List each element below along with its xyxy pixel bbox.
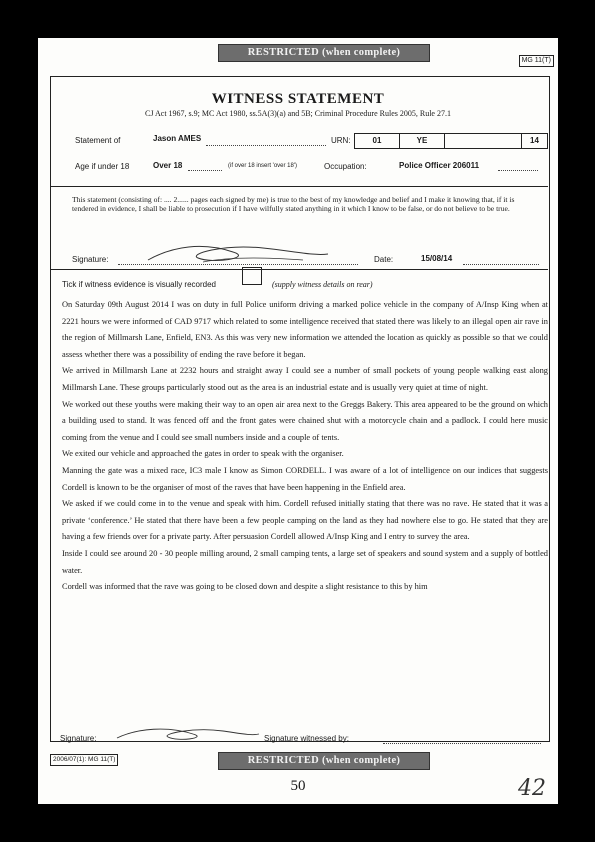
urn-label: URN: bbox=[331, 136, 351, 145]
urn-box-2: YE bbox=[399, 133, 445, 149]
urn-box-1: 01 bbox=[354, 133, 400, 149]
date-dots bbox=[463, 264, 539, 265]
page-number: 50 bbox=[290, 778, 306, 794]
legal-reference: CJ Act 1967, s.9; MC Act 1980, ss.5A(3)(a) and 5B; Criminal Procedure Rules 2005, Rule 27.1 bbox=[145, 109, 451, 118]
visual-record-label: Tick if witness evidence is visually recorded bbox=[62, 280, 216, 289]
divider-signature bbox=[50, 269, 548, 270]
statement-paragraph: Cordell was informed that the rave was going to be closed down and despite a slight resistance to this by him bbox=[62, 582, 428, 592]
signature-label: Signature: bbox=[72, 255, 109, 264]
form-code-bottom: 2006/07(1): MG 11(T) bbox=[50, 754, 118, 766]
statement-of-dots bbox=[206, 145, 326, 146]
restricted-banner-bottom: RESTRICTED (when complete) bbox=[218, 752, 430, 770]
urn-box-3 bbox=[444, 133, 522, 149]
statement-body bbox=[62, 297, 548, 596]
statement-of-value: Jason AMES bbox=[153, 134, 202, 143]
restricted-banner-top: RESTRICTED (when complete) bbox=[218, 44, 430, 62]
statement-paragraph: Inside I could see around 20 - 30 people milling around, 2 small camping tents, a large set of speakers and sound system and a supply of bottled water. bbox=[62, 548, 548, 575]
date-value: 15/08/14 bbox=[421, 254, 453, 263]
signature-scrawl-icon bbox=[143, 238, 333, 268]
footer-signature-scrawl-icon bbox=[113, 722, 263, 744]
statement-paragraph: We worked out these youths were making their way to an open air area next to the Greggs Bakery. This area appeared to be the ground on which a building used to stand. It was fenced off and the front gates were chained shut with a motorcycle chain and a padlock. I could here music coming from the venue and I could see small numbers inside and a couple of tents. bbox=[62, 399, 548, 442]
age-label: Age if under 18 bbox=[75, 162, 130, 171]
witnessed-by-label: Signature witnessed by: bbox=[264, 734, 349, 743]
age-value: Over 18 bbox=[153, 161, 183, 170]
statement-paragraph: We exited our vehicle and approached the gates in order to speak with the organiser. bbox=[62, 449, 344, 459]
age-dots bbox=[188, 170, 222, 171]
occupation-value: Police Officer 206011 bbox=[399, 161, 480, 170]
divider-details bbox=[50, 186, 548, 187]
statement-paragraph: We arrived in Millmarsh Lane at 2232 hours and straight away I could see a number of small pockets of young people walking east along Millmarsh Lane. These groups particularly stood out as the area is an industrial estate and is usually very quiet at time of night. bbox=[62, 366, 548, 392]
statement-paragraph: On Saturday 09th August 2014 I was on duty in full Police uniform driving a marked police vehicle in the company of A/Insp King when at 2221 hours we were informed of CAD 9717 which related to some intelligence received that stated there was likely to an illegal open air rave in the region of Millmarsh Lane, Enfield, EN3. As this was very new information we attended the location as quickly as possible so that we could assess whether there was a possibility of ending the rave before it began. bbox=[62, 300, 548, 359]
urn-box-4: 14 bbox=[521, 133, 548, 149]
occupation-dots bbox=[498, 170, 538, 171]
document-title: WITNESS STATEMENT bbox=[211, 91, 385, 107]
statement-of-label: Statement of bbox=[75, 136, 121, 145]
declaration-text: This statement (consisting of: .... 2...... pages each signed by me) is true to the best of my knowledge and belief and I make it knowing that, if it is tendered in evidence, I shall be liable to prosecution if I have wilfully stated anything in it which I know to be false, or do not believe to be true. bbox=[72, 195, 515, 213]
statement-page bbox=[38, 38, 558, 804]
visual-record-checkbox[interactable] bbox=[242, 267, 262, 285]
handwritten-folio-number: 42 bbox=[518, 776, 546, 801]
footer-signature-label: Signature: bbox=[60, 734, 97, 743]
statement-paragraph: Manning the gate was a mixed race, IC3 male I know as Simon CORDELL. I was aware of a lot of intelligence on our indices that suggests Cordell is known to be the organiser of most of the raves that have been happening in the Enfield area. bbox=[62, 465, 548, 492]
occupation-label: Occupation: bbox=[324, 162, 367, 171]
date-label: Date: bbox=[374, 255, 394, 264]
visual-record-hint: (supply witness details on rear) bbox=[272, 280, 373, 289]
age-hint: (if over 18 insert 'over 18') bbox=[228, 163, 297, 169]
form-code-top: MG 11(T) bbox=[519, 55, 554, 67]
witnessed-by-dots bbox=[383, 743, 541, 744]
statement-paragraph: We asked if we could come in to the venue and speak with him. Cordell refused initially stating that there was no rave. He stated that it was a private ‘conference.’ He stated that there have been a few people camping on the land as they had nowhere else to go. He stated that they are having a few friends over for a private party. After persuasion Cordell allowed A/Insp King and I entry to survey the area. bbox=[62, 499, 548, 542]
